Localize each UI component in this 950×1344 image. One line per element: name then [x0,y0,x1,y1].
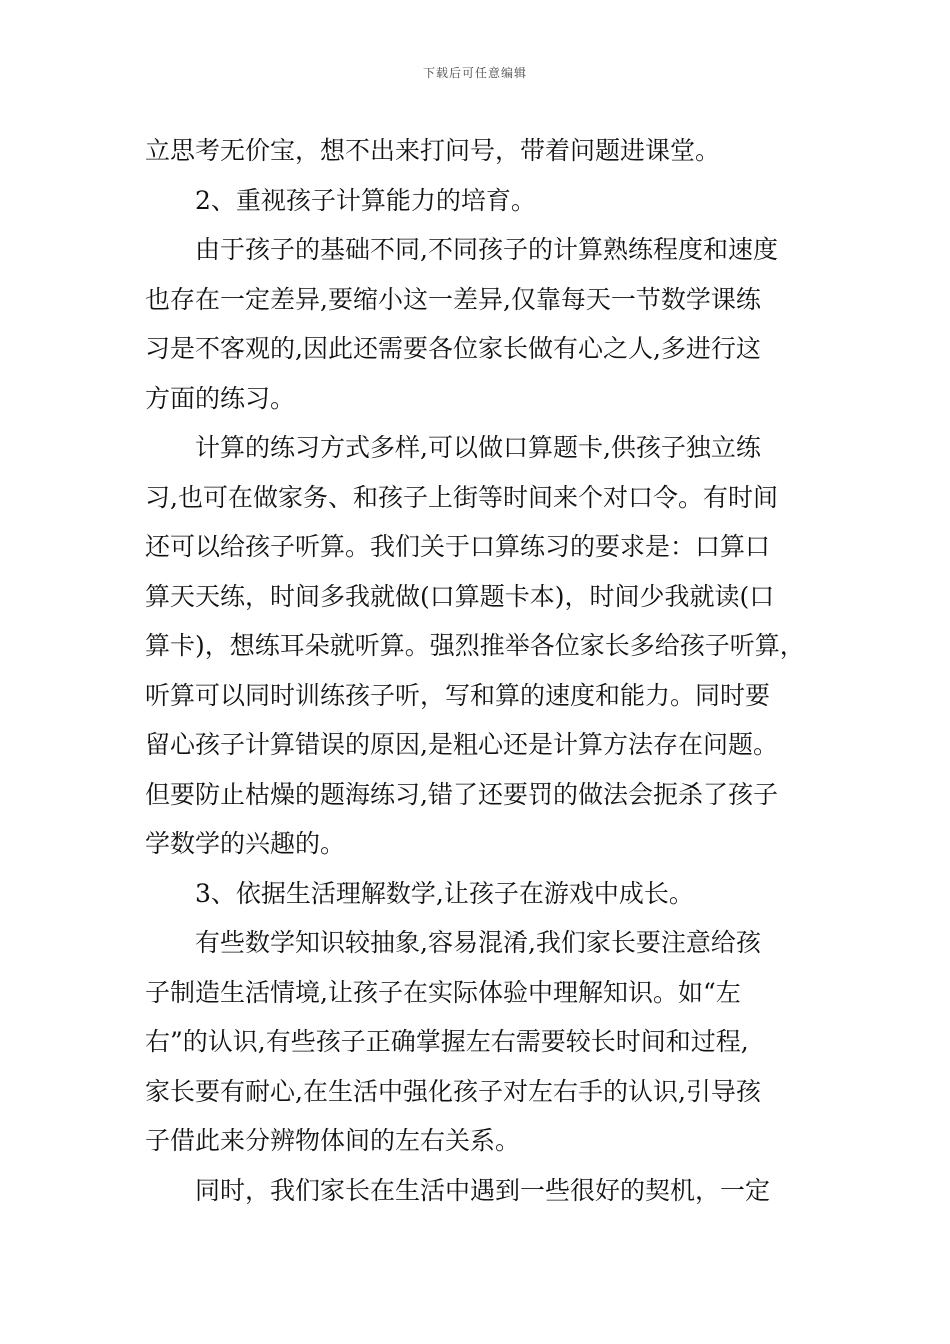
text-line: 学数学的兴趣的。 [145,829,346,858]
text-line: 计算的练习方式多样,可以做口算题卡,供孩子独立练 [195,433,761,462]
text-line: 方面的练习。 [145,383,296,413]
text-line: 也存在一定差异,要缩小这一差异,仅靠每天一节数学课练 [145,284,761,314]
text-line: 习是不客观的,因此还需要各位家长做有心之人,多进行这 [145,334,761,363]
text-line: 家长要有耐心,在生活中强化孩子对左右手的认识,引导孩 [145,1076,761,1106]
text-line: 算天天练，时间多我就做(口算题卡本)，时间少我就读(口 [145,581,775,611]
text-line: 习,也可在做家务、和孩子上街等时间来个对口令。有时间 [145,482,778,512]
text-line: 立思考无价宝，想不出来打问号，带着问题进课堂。 [145,136,721,165]
text-line: 有些数学知识较抽象,容易混淆,我们家长要注意给孩 [195,928,761,957]
text-line: 由于孩子的基础不同,不同孩子的计算熟练程度和速度 [195,235,778,264]
text-line: 同时，我们家长在生活中遇到一些很好的契机，一定 [195,1175,771,1205]
text-line: 子借此来分辨物体间的左右关系。 [145,1126,521,1155]
text-line: 子制造生活情境,让孩子在实际体验中理解知识。如“左 [145,977,741,1007]
text-line: 留心孩子计算错误的原因,是粗心还是计算方法存在问题。 [145,730,778,759]
document-body [145,126,817,1215]
text-line: 右”的认识,有些孩子正确掌握左右需要较长时间和过程, [145,1027,749,1056]
text-line: 算卡)，想练耳朵就听算。强烈推举各位家长多给孩子听算， [145,631,805,660]
text-line: 听算可以同时训练孩子听，写和算的速度和能力。同时要 [145,680,771,710]
page-header: 下载后可任意编辑 [422,66,527,80]
text-line: 还可以给孩子听算。我们关于口算练习的要求是：口算口 [145,532,771,561]
text-line: 3、依据生活理解数学,让孩子在游戏中成长。 [195,878,694,908]
text-line: 2、重视孩子计算能力的培育。 [195,185,536,215]
text-line: 但要防止枯燥的题海练习,错了还要罚的做法会扼杀了孩子 [145,779,778,809]
